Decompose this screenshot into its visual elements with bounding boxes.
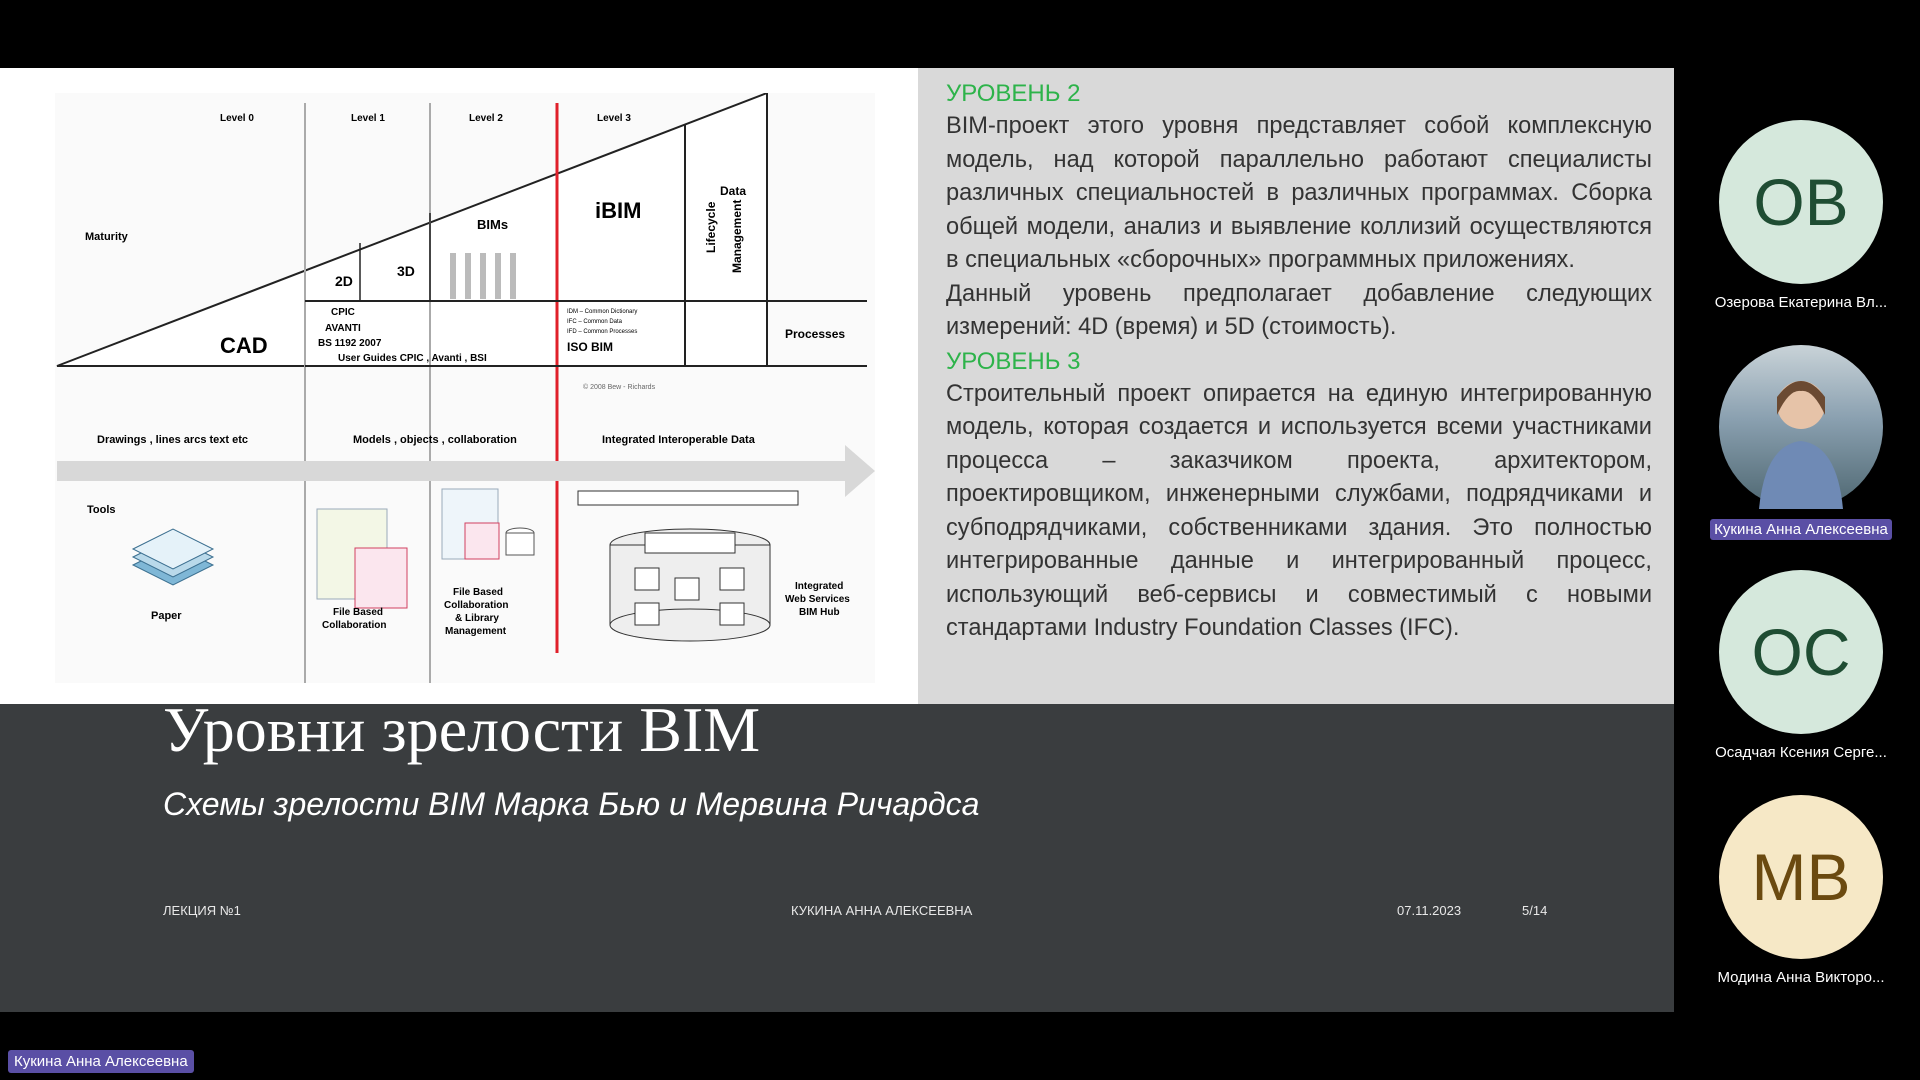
avatar: MB bbox=[1719, 795, 1883, 959]
label-drawings: Drawings , lines arcs text etc bbox=[97, 434, 249, 446]
label-lifecycle: Lifecycle bbox=[704, 201, 718, 253]
library-icon bbox=[442, 489, 534, 559]
level3-heading: УРОВЕНЬ 3 bbox=[946, 347, 1081, 375]
label-processes: Processes bbox=[785, 327, 846, 341]
bim-maturity-diagram bbox=[55, 93, 875, 683]
label-hub1: Integrated bbox=[795, 581, 844, 592]
avatar: OB bbox=[1719, 120, 1883, 284]
label-ifd: IFD – Common Processes bbox=[567, 329, 638, 335]
label-iso-bim: ISO BIM bbox=[567, 340, 614, 354]
label-file-lib1: File Based bbox=[453, 587, 504, 598]
label-management: Management bbox=[730, 199, 744, 273]
slide-title: Уровни зрелости BIM bbox=[163, 694, 761, 765]
participant-tile-active[interactable] bbox=[1696, 345, 1906, 545]
label-file-lib3: & Library bbox=[455, 613, 499, 624]
label-3d: 3D bbox=[397, 263, 415, 279]
slide-subtitle: Схемы зрелости BIM Марка Бью и Мервина Ричардса bbox=[163, 786, 980, 822]
level2-paragraph-2: Данный уровень предполагает добавление следующих измерений: 4D (время) и 5D (стоимость). bbox=[946, 280, 1652, 340]
participant-name: Озерова Екатерина Вл... bbox=[1714, 294, 1888, 311]
label-file-lib2: Collaboration bbox=[444, 600, 509, 611]
label-ifc: IFC – Common Data bbox=[567, 319, 623, 325]
participant-tile[interactable] bbox=[1696, 570, 1906, 761]
label-idm: IDM – Common Dictionary bbox=[567, 309, 638, 315]
footer-lecture: ЛЕКЦИЯ №1 bbox=[163, 903, 241, 918]
label-hub2: Web Services bbox=[785, 594, 850, 605]
label-data: Data bbox=[720, 184, 747, 198]
participant-tile[interactable] bbox=[1696, 120, 1906, 311]
active-speaker-badge: Кукина Анна Алексеевна bbox=[8, 1050, 194, 1073]
level-description-pane bbox=[918, 68, 1674, 704]
level3-paragraph: Строительный проект опирается на единую интегрированную модель, которая создается и используется всеми участниками процесса – заказчиком проекта, архитектором, проектировщиком, инженерными службами, подрядчиками и субподрядчиками, собственниками здания. Это полностью интегрированные данные и интегрированный процесс, использующий веб-сервисы и совместимый с новыми стандартами Industry Foundation Classes (IFC). bbox=[946, 380, 1652, 641]
participant-name: Осадчая Ксения Серге... bbox=[1715, 744, 1887, 761]
label-copyright: © 2008 Bew - Richards bbox=[583, 384, 656, 391]
label-2d: 2D bbox=[335, 273, 353, 289]
label-level3: Level 3 bbox=[597, 113, 631, 124]
label-ibim: iBIM bbox=[595, 198, 642, 223]
person-video-icon bbox=[1719, 345, 1883, 509]
participant-name: Модина Анна Викторо... bbox=[1717, 969, 1885, 986]
label-file-lib4: Management bbox=[445, 626, 507, 637]
diagram-pane bbox=[0, 68, 918, 704]
label-hub3: BIM Hub bbox=[799, 607, 840, 618]
label-file-collab: File Based bbox=[333, 607, 384, 618]
label-file-collab2: Collaboration bbox=[322, 620, 387, 631]
bim-hub-database-icon bbox=[578, 491, 798, 641]
label-integrated-data: Integrated Interoperable Data bbox=[602, 434, 755, 446]
footer-page-number: 5/14 bbox=[1522, 903, 1548, 918]
paper-stack-icon bbox=[133, 529, 213, 585]
label-cpic: CPIC bbox=[331, 307, 355, 318]
footer-date: 07.11.2023 bbox=[1397, 903, 1462, 918]
documents-icon bbox=[317, 509, 407, 608]
maturity-wedge bbox=[57, 93, 767, 366]
label-maturity: Maturity bbox=[85, 231, 128, 243]
level2-heading: УРОВЕНЬ 2 bbox=[946, 80, 1081, 107]
label-paper: Paper bbox=[151, 610, 182, 622]
label-user-guides: User Guides CPIC , Avanti , BSI bbox=[338, 353, 487, 364]
presentation-slide bbox=[0, 68, 1674, 1012]
label-avanti: AVANTI bbox=[325, 323, 361, 334]
label-cad: CAD bbox=[220, 333, 268, 358]
label-models: Models , objects , collaboration bbox=[353, 434, 517, 446]
label-level0: Level 0 bbox=[220, 113, 254, 124]
label-level2: Level 2 bbox=[469, 113, 503, 124]
label-level1: Level 1 bbox=[351, 113, 385, 124]
label-tools: Tools bbox=[87, 504, 116, 516]
label-bims: BIMs bbox=[477, 217, 509, 232]
participant-tile[interactable] bbox=[1696, 795, 1906, 986]
avatar: OC bbox=[1719, 570, 1883, 734]
participant-name-highlight: Кукина Анна Алексеевна bbox=[1710, 519, 1892, 540]
avatar-video bbox=[1719, 345, 1883, 509]
footer-author: КУКИНА АННА АЛЕКСЕЕВНА bbox=[791, 903, 973, 918]
level2-paragraph-1: BIM-проект этого уровня представляет собой комплексную модель, над которой параллельно работают специалисты различных специальностей в различных программах. Сборка общей модели, анализ и выявление коллизий осуществляются в специальных «сборочных» программных приложениях. bbox=[946, 113, 1652, 273]
label-bs: BS 1192 2007 bbox=[318, 338, 382, 349]
